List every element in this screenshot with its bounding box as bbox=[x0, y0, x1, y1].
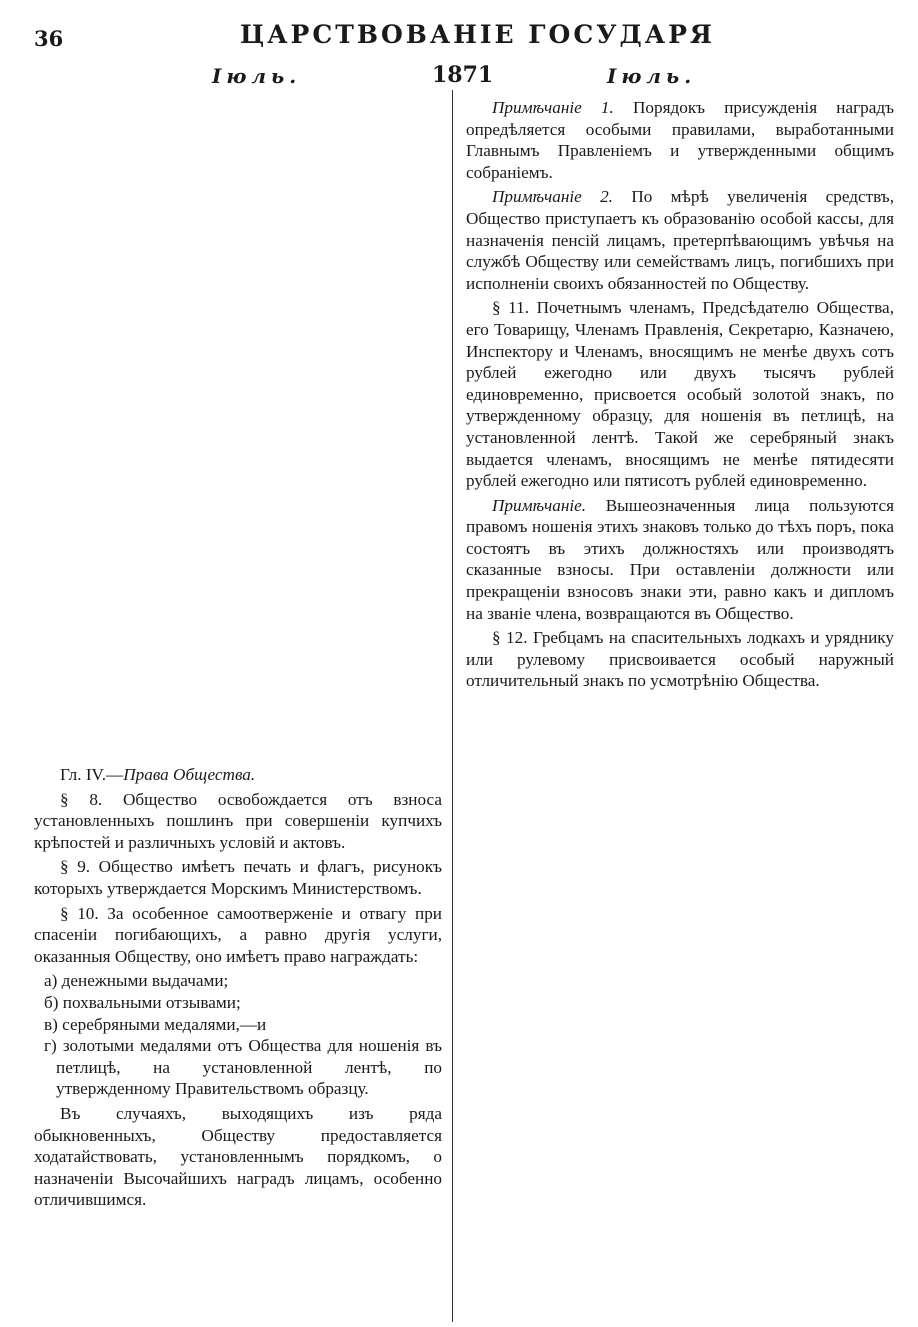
paragraph-cases: Въ случаяхъ, выходящихъ изъ ряда обыкновенныхъ, Обществу предоставляется ходатайствовать, установленнымъ порядкомъ, о назначеніи Высочайшихъ наградъ лицамъ, особенно отличившимся. bbox=[34, 1103, 442, 1210]
chapter-number: Гл. IV.— bbox=[60, 765, 124, 784]
paragraph-10: § 10. За особенное самоотверженіе и отвагу при спасеніи погибающихъ, а равно другія услуги, оказанныя Обществу, оно имѣетъ право награждать: bbox=[34, 903, 442, 966]
page-number: 36 bbox=[34, 26, 64, 51]
chapter-title: Права Общества. bbox=[123, 765, 256, 784]
note-2 bbox=[466, 186, 894, 294]
list-item-b: б) похвальными отзывами; bbox=[44, 992, 241, 1012]
month-left: Іюль. bbox=[212, 64, 302, 88]
left-column bbox=[34, 764, 442, 1214]
running-title: ЦАРСТВОВАНІЕ ГОСУДАРЯ bbox=[240, 20, 715, 49]
month-right: Іюль. bbox=[607, 64, 697, 88]
list-item-a: а) денежными выдачами; bbox=[44, 971, 229, 991]
note-2-label: Примѣчаніе 2. bbox=[492, 187, 613, 207]
list-item-v: в) серебряными медалями,—и bbox=[44, 1014, 267, 1034]
paragraph-9: § 9. Общество имѣетъ печать и флагъ, рисунокъ которыхъ утверждается Морскимъ Министерствомъ. bbox=[34, 857, 442, 898]
chapter-heading bbox=[34, 764, 442, 786]
paragraph-8: § 8. Общество освобождается отъ взноса установленныхъ пошлинъ при совершеніи купчихъ крѣпостей и различныхъ условій и актовъ. bbox=[34, 789, 442, 852]
note-2-text: По мѣрѣ увеличенія средствъ, Общество приступаетъ къ образованію особой кассы, для назначенія пенсій лицамъ, претерпѣвающимъ увѣчья на службѣ Обществу или семействамъ лицъ, погибшихъ при исполненіи своихъ обязанностей по Обществу. bbox=[466, 187, 894, 293]
note-3-label: Примѣчаніе. bbox=[492, 495, 587, 515]
note-1-label: Примѣчаніе 1. bbox=[492, 98, 614, 117]
note-3 bbox=[466, 495, 894, 625]
note-3-text: Вышеозначенныя лица пользуются правомъ ношенія этихъ знаковъ только до тѣхъ поръ, пока состоятъ въ этихъ должностяхъ или производятъ сказанные взносы. При оставленіи должности или прекращеніи взносовъ знаки эти, равно какъ и дипломъ на званіе члена, возвращаются въ Общество. bbox=[466, 495, 894, 623]
right-column bbox=[466, 97, 894, 695]
note-1 bbox=[466, 97, 894, 183]
column-divider bbox=[452, 90, 453, 1322]
paragraph-12: § 12. Гребцамъ на спасительныхъ лодкахъ и уряднику или рулевому присвоивается особый наружный отличительный знакъ по усмотрѣнію Общества. bbox=[466, 628, 894, 691]
note-1-text: Порядокъ присужденія наградъ опредѣляется особыми правилами, выработанными Главнымъ Правленіемъ и утвержденными общимъ собраніемъ. bbox=[466, 98, 894, 182]
list-item-g: г) золотыми медалями отъ Общества для ношенія въ петлицѣ, на установленной лентѣ, по утвержденному Правительствомъ образцу. bbox=[44, 1036, 442, 1099]
paragraph-11: § 11. Почетнымъ членамъ, Предсѣдателю Общества, его Товарищу, Членамъ Правленія, Секретарю, Казначею, Инспектору и Членамъ, вносящимъ не менѣе двухъ сотъ рублей ежегодно или двухъ тысячъ рублей единовременно, присвоется особый золотой знакъ, по утвержденному образцу, для ношенія въ петлицѣ, на установленной лентѣ. Такой же серебряный знакъ выдается членамъ, вносящимъ не менѣе пятидесяти рублей ежегодно или пятисотъ рублей единовременно. bbox=[466, 298, 894, 491]
year: 1871 bbox=[432, 62, 494, 88]
